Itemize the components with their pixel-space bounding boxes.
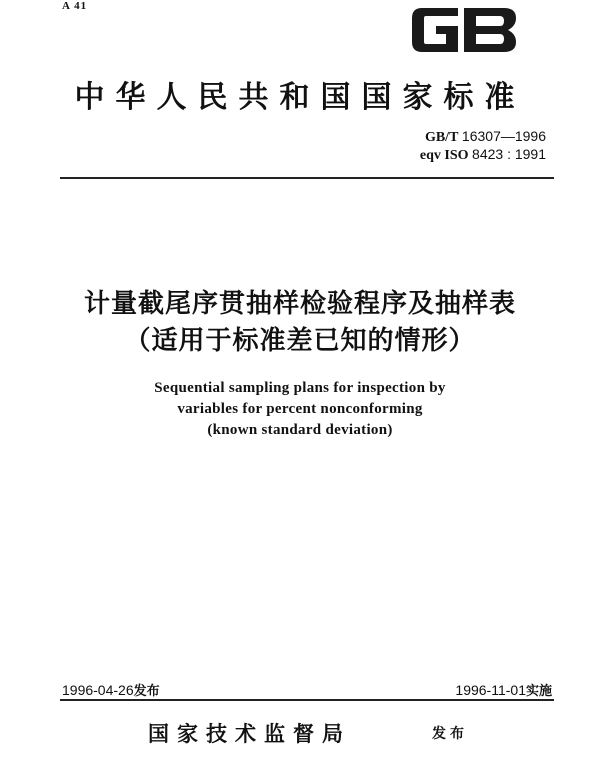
gb-number-line: [420, 128, 546, 146]
issue-date: [62, 680, 160, 699]
implementation-date: [455, 680, 552, 699]
national-standard-title: 中华人民共和国国家标准: [74, 80, 526, 115]
standard-number-block: [420, 128, 546, 164]
chinese-title-line2: （适用于标准差已知的情形）: [124, 326, 476, 356]
eqv-number: 8423 : 1991: [472, 146, 546, 162]
english-title-line3: (known standard deviation): [207, 422, 393, 438]
implementation-date-suffix: 实施: [525, 684, 552, 699]
eqv-label: eqv ISO: [419, 148, 469, 163]
implementation-date-value: 1996-11-01: [455, 682, 526, 698]
gb-logo: [408, 4, 520, 56]
issuing-authority: 国家技术监督局: [148, 722, 351, 746]
english-title-line1: Sequential sampling plans for inspection by: [154, 380, 446, 396]
gb-number: 16307—1996: [461, 128, 546, 144]
english-title-line2: variables for percent nonconforming: [177, 401, 423, 417]
eqv-number-line: [420, 146, 546, 164]
issuer-action: 发布: [432, 726, 468, 742]
top-divider: [60, 177, 554, 179]
issue-date-value: 1996-04-26: [62, 682, 134, 698]
chinese-title-line1: 计量截尾序贯抽样检验程序及抽样表: [83, 289, 516, 319]
classification-code: A 41: [62, 0, 88, 12]
bottom-divider: [60, 699, 554, 701]
issue-date-suffix: 发布: [133, 684, 160, 699]
gb-label: GB/T: [424, 130, 459, 145]
